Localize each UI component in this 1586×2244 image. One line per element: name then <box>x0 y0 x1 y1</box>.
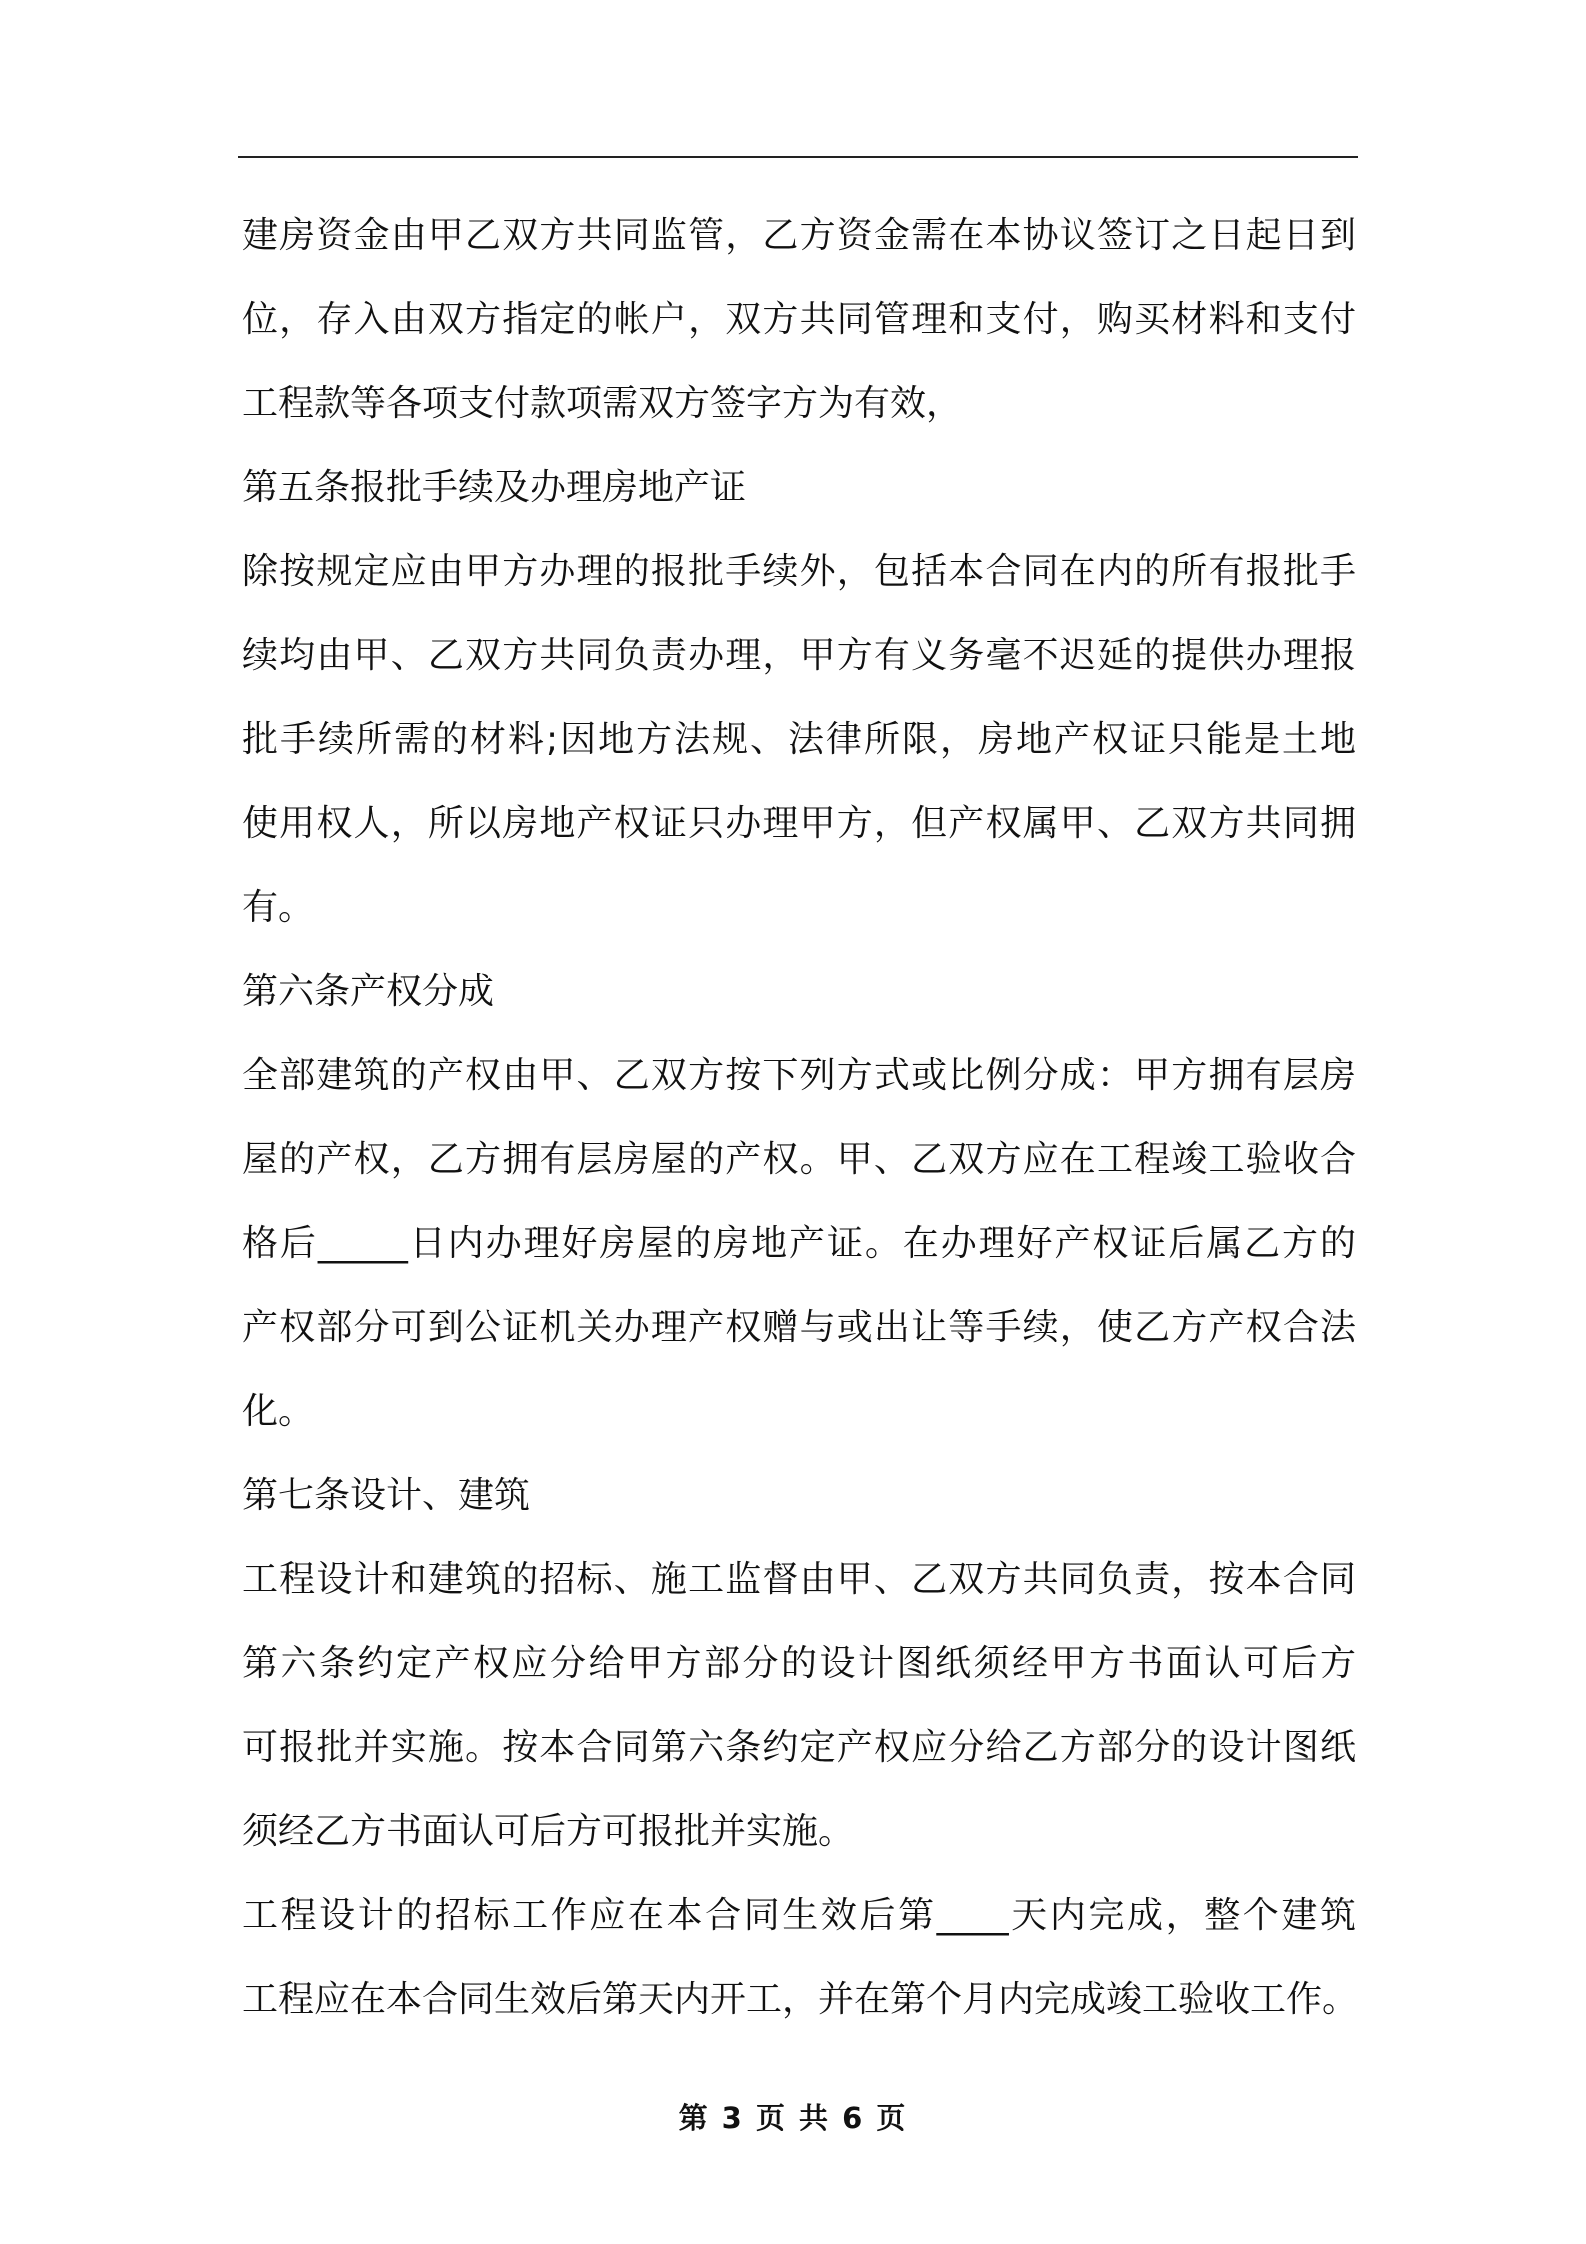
document-body <box>242 194 1359 2042</box>
paragraph-line: 产权部分可到公证机关办理产权赠与或出让等手续，使乙方产权合法 <box>242 1307 1356 1348</box>
paragraph-line: 第六条约定产权应分给甲方部分的设计图纸须经甲方书面认可后方 <box>242 1643 1356 1684</box>
paragraph-line: 屋的产权，乙方拥有层房屋的产权。甲、乙双方应在工程竣工验收合 <box>242 1139 1356 1180</box>
paragraph-line: 位，存入由双方指定的帐户，双方共同管理和支付，购买材料和支付 <box>242 299 1356 340</box>
paragraph-line: 工程应在本合同生效后第天内开工，并在第个月内完成竣工验收工作。 <box>242 1979 1359 2020</box>
page-number-footer: 第 3 页 共 6 页 <box>678 2101 908 2135</box>
header-rule <box>238 156 1358 158</box>
paragraph-line: 工程款等各项支付款项需双方签字方为有效， <box>242 383 963 424</box>
paragraph-line: 有。 <box>242 887 315 928</box>
paragraph-line: 使用权人，所以房地产权证只办理甲方，但产权属甲、乙双方共同拥 <box>242 803 1356 844</box>
paragraph-line: 全部建筑的产权由甲、乙双方按下列方式或比例分成：甲方拥有层房 <box>242 1055 1356 1096</box>
section-heading-article-6: 第六条产权分成 <box>242 971 495 1012</box>
paragraph-line: 须经乙方书面认可后方可报批并实施。 <box>242 1811 855 1852</box>
paragraph-line: 续均由甲、乙双方共同负责办理，甲方有义务毫不迟延的提供办理报 <box>242 635 1356 676</box>
paragraph-line: 工程设计的招标工作应在本合同生效后第____天内完成，整个建筑 <box>242 1895 1356 1936</box>
paragraph-line: 批手续所需的材料;因地方法规、法律所限，房地产权证只能是土地 <box>242 719 1356 760</box>
paragraph-line: 可报批并实施。按本合同第六条约定产权应分给乙方部分的设计图纸 <box>242 1727 1356 1768</box>
section-heading-article-5: 第五条报批手续及办理房地产证 <box>242 467 747 508</box>
paragraph-line: 工程设计和建筑的招标、施工监督由甲、乙双方共同负责，按本合同 <box>242 1559 1356 1600</box>
section-heading-article-7: 第七条设计、建筑 <box>242 1475 531 1516</box>
paragraph-line: 格后_____日内办理好房屋的房地产证。在办理好产权证后属乙方的 <box>242 1223 1356 1264</box>
paragraph-line: 建房资金由甲乙双方共同监管，乙方资金需在本协议签订之日起日到 <box>242 215 1356 256</box>
paragraph-line: 除按规定应由甲方办理的报批手续外，包括本合同在内的所有报批手 <box>242 551 1356 592</box>
paragraph-line: 化。 <box>242 1391 315 1432</box>
